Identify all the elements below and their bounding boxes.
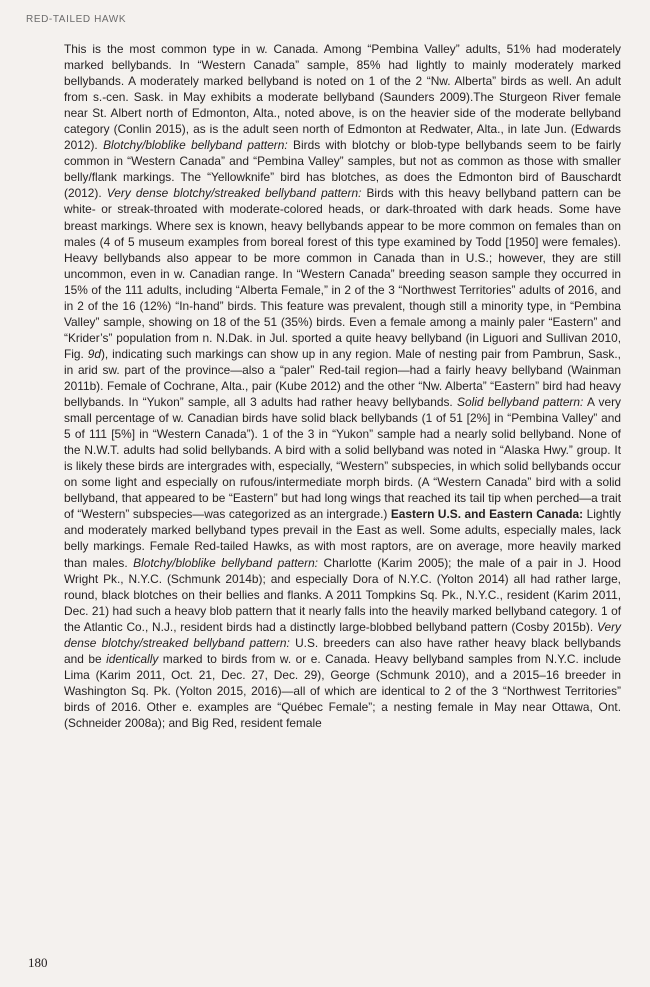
italic-run: Very dense blotchy/streaked bellyband pattern: (64, 619, 621, 650)
italic-run: identically (106, 651, 159, 666)
text-run: Birds with this heavy bellyband pattern can be white- or streak-throated with moderate-colored heads, or dark-throated with dark heads. Some have breast markings. Where sex is known, heavy bellybands appear to be more common on females than on males (4 of 5 museum examples from boreal forest of this type examined by Todd [1950] were females). Heavy bellybands also appear to be more common in Canada than in U.S.; however, they are still uncommon, even in w. Canadian range. In “Western Canada” breeding season sample they occurred in 15% of the 111 adults, including “Alberta Female,” in 2 of the 3 “Northwest Territories” adults of 2016, and in 2 of the 16 (12%) “In-hand” birds. This feature was prevalent, though still a minority type, in “Pembina Valley” sample, showing on 18 of the 51 (35%) birds. Even a female among a mainly paler “Eastern” and “Krider’s” population from n. N.Dak. in Jul. sported a quite heavy bellyband (in Liguori and Sullivan 2010, Fig. (64, 186, 621, 361)
text-run: ), indicating such markings can show up in any region. Male of nesting pair from Pambrun, Sask., in arid sw. part of the province—also a “paler” Red-tail region—had a fairly heavy bellyband (Wainman 2011b). Female of Cochrane, Alta., pair (Kube 2012) and the other “Nw. Alberta” “Eastern” bird had heavy bellybands. In “Yukon” sample, all 3 adults had rather heavy bellybands. (64, 346, 621, 410)
text-run: U.S. breeders can also have rather heavy black bellybands and be (64, 635, 621, 666)
italic-run: Blotchy/bloblike bellyband pattern: (103, 138, 288, 153)
page-number: 180 (28, 955, 48, 970)
text-run: Lightly and moderately marked bellyband types prevail in the East as well. Some adults, especially males, lack belly markings. Female Red-tailed Hawks, as with most raptors, are on average, more heavily marked than males. (64, 507, 621, 570)
italic-run: 9d (87, 346, 101, 361)
text-run: Birds with blotchy or blob-type bellybands seem to be fairly common in “Western Canada” and “Pembina Valley” samples, but not as common as those with smaller belly/flank markings. The “Yellowknife” bird has blotches, as does the Edmonton bird of Bauschardt (2012). (64, 138, 621, 201)
running-head: RED-TAILED HAWK (26, 14, 127, 25)
italic-run: Very dense blotchy/streaked bellyband pattern: (106, 186, 362, 201)
text-run: This is the most common type in w. Canada. Among “Pembina Valley” adults, 51% had moderately marked bellybands. In “Western Canada” sample, 85% had lightly to mainly moderately marked bellybands. A moderately marked bellyband is noted on 1 of the 2 “Nw. Alberta” birds as well. An adult from s.-cen. Sask. in May exhibits a moderate bellyband (Saunders 2009).The Sturgeon River female near St. Albert north of Edmonton, Alta., noted above, is on the heavier side of the moderate bellyband category (Conlin 2015), as is the adult seen north of Edmonton at Redwater, Alta., in late Jun. (Edwards 2012). (64, 42, 621, 153)
text-run: marked to birds from w. or e. Canada. Heavy bellyband samples from N.Y.C. include Lima (Karim 2011, Oct. 21, Dec. 27, Dec. 29), George (Schmunk 2010), and a 2015–16 breeder in Washington Sq. Pk. (Yolton 2015, 2016)—all of which are identical to 2 of the 3 “Northwest Territories” birds of 2016. Other e. examples are “Québec Female”; a nesting female in May near Ottawa, Ont. (Schneider 2008a); and Big Red, resident female (64, 651, 621, 730)
body-paragraph (64, 41, 621, 731)
text-run: Charlotte (Karim 2005); the male of a pair in J. Hood Wright Pk., N.Y.C. (Schmunk 2014b); and especially Dora of N.Y.C. (Yolton 2014) all had rather large, round, black blotches on their bellies and flanks. A 2011 Tompkins Sq. Pk., N.Y.C., resident (Karim 2011, Dec. 21) had such a heavy blob pattern that it nearly falls into the heavily marked bellyband category. 1 of the Atlantic Co., N.J., resident birds had a distinctly large-blobbed bellyband pattern (Cosby 2015b). (64, 555, 621, 634)
italic-run: Solid bellyband pattern: (457, 395, 584, 410)
bold-heading-run: Eastern U.S. and Eastern Canada: (390, 507, 584, 522)
text-run: A very small percentage of w. Canadian birds have solid black bellybands (1 of 51 [2%] in “Pembina Valley” and 5 of 111 [5%] in “Western Canada”). 1 of the 3 in “Yukon” sample had a nearly solid bellyband. None of the N.W.T. adults had solid bellybands. A bird with a solid bellyband was noted in “Alaska Hwy.” group. It is likely these birds are intergrades with, especially, “Western” subspecies, in which solid bellybands occur on some light and especially on rufous/intermediate morph birds. (A “Western Canada” bird with a solid bellyband, that appeared to be “Eastern” but had long wings that reached its tail tip when perched—a trait of “Western” subspecies—was categorized as an intergrade.) (64, 395, 621, 522)
italic-run: Blotchy/bloblike bellyband pattern: (133, 555, 318, 570)
